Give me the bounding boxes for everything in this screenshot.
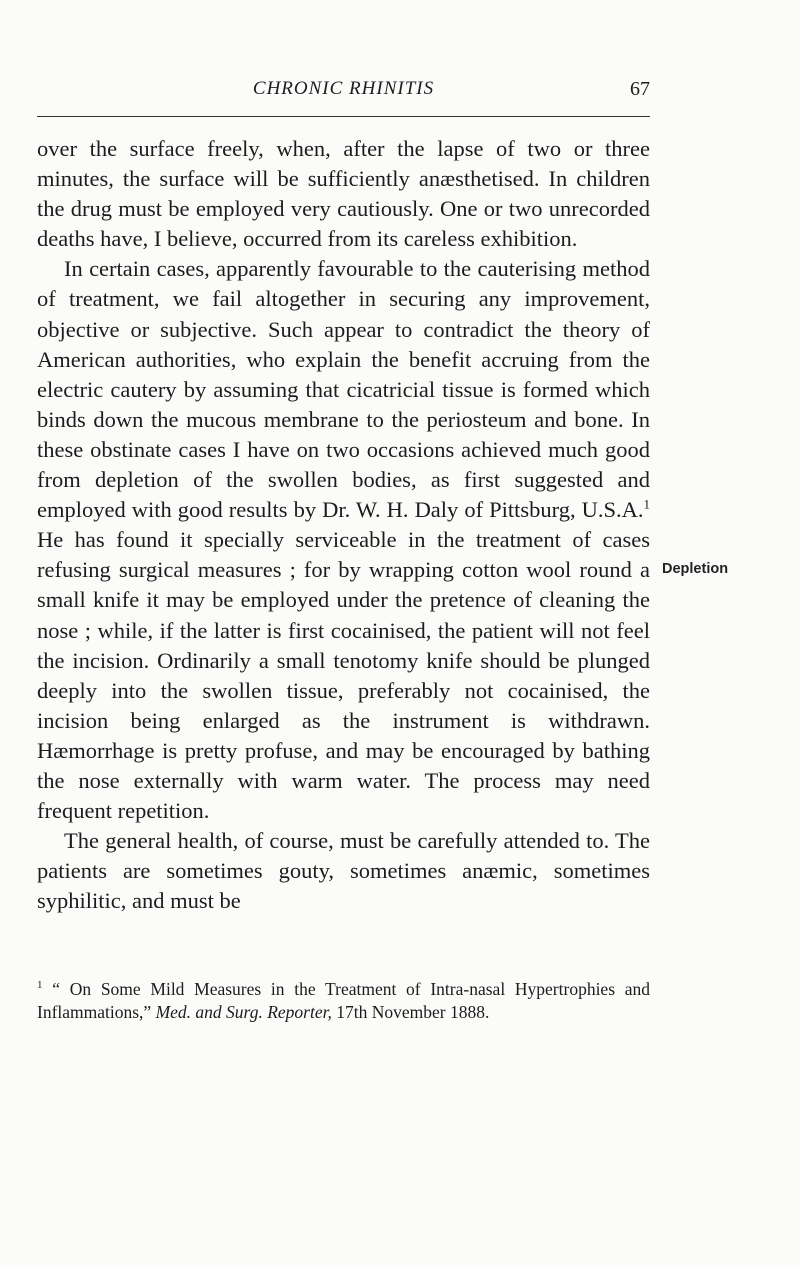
paragraph-2-text-b: He has found it specially serviceable in the treatment of cases refusing surgical measures ; for by wrapping cotton wool round a small knife it may be employed under the pretence of cleaning the nose ; while, if the latter is first cocainised, the patient will not feel the incision. Ordinarily a small tenotomy knife should be plunged deeply into the swollen tissue, preferably not cocainised, the incision being enlarged as the instrument is withdrawn. Hæmorrhage is pretty profuse, and may be encouraged by bathing the nose externally with warm water. The process may need frequent repetition. [37,527,650,824]
margin-note-depletion: Depletion [662,561,729,577]
paragraph-3: The general health, of course, must be carefully attended to. The patients are sometimes gouty, sometimes anæmic, sometimes syphilitic, and must be [37,828,650,914]
footnote-reference: 1 [643,496,650,512]
page-header [37,78,650,108]
footnote-text: “ On Some Mild Measures in the Treatment of Intra-nasal Hypertrophies and Inflammations,” [37,979,650,1022]
running-title: CHRONIC RHINITIS [252,78,435,99]
footnote-date: 17th November 1888. [331,1001,490,1022]
paragraph-2-text-a: In certain cases, apparently favourable to the cauterising method of treatment, we fail altogether in securing any improvement, objective or subjective. Such appear to contradict the theory of American authorities, who explain the benefit accruing from the electric cautery by assuming that cicatricial tissue is formed which binds down the mucous membrane to the periosteum and bone. In these obstinate cases I have on two occasions achieved much good from depletion of the swollen bodies, as first suggested and employed with good results by Dr. W. H. Daly of Pittsburg, U.S.A. [37,256,650,523]
footnote-journal: Med. and Surg. Reporter, [155,1001,332,1022]
paragraph-1: over the surface freely, when, after the lapse of two or three minutes, the surface will be sufficiently anæsthetised. In children the drug must be employed very cautiously. One or two unrecorded deaths have, I believe, occurred from its careless exhibition. [37,136,650,252]
paragraph-2 [37,254,650,826]
footnote-mark: 1 [37,979,43,992]
footnote [37,978,650,1023]
header-rule [37,116,650,117]
body-text [37,134,650,916]
page-number: 67 [630,78,650,100]
